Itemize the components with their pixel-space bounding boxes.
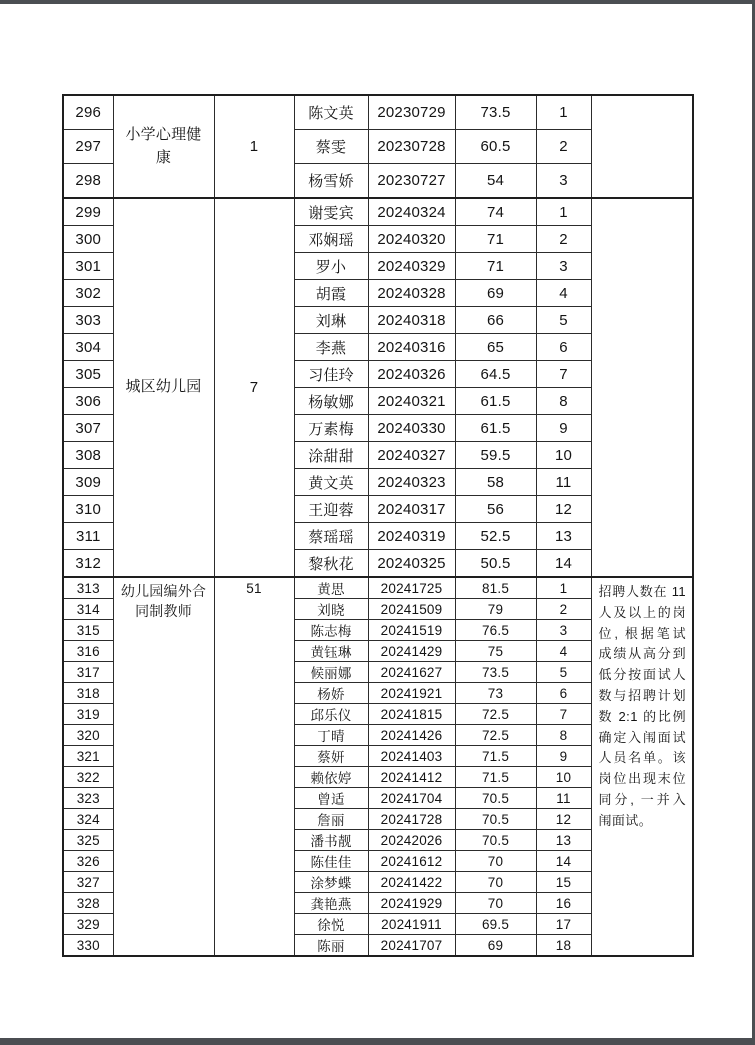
cell-row-number: 318 [63, 683, 113, 704]
cell-row-number: 312 [63, 550, 113, 578]
cell-row-number: 301 [63, 253, 113, 280]
cell-row-number: 296 [63, 95, 113, 130]
cell-rank: 5 [536, 307, 591, 334]
cell-exam-id: 20240321 [368, 388, 455, 415]
cell-written-score: 71.5 [455, 767, 536, 788]
cell-written-score: 60.5 [455, 130, 536, 164]
cell-candidate-name: 刘晓 [294, 599, 368, 620]
cell-rank: 8 [536, 725, 591, 746]
cell-row-number: 325 [63, 830, 113, 851]
cell-rank: 6 [536, 683, 591, 704]
cell-written-score: 69 [455, 280, 536, 307]
cell-row-number: 329 [63, 914, 113, 935]
cell-exam-id: 20241704 [368, 788, 455, 809]
cell-rank: 2 [536, 130, 591, 164]
cell-candidate-name: 黎秋花 [294, 550, 368, 578]
cell-exam-id: 20240324 [368, 198, 455, 226]
cell-row-number: 302 [63, 280, 113, 307]
cell-candidate-name: 蔡瑶瑶 [294, 523, 368, 550]
table-row [63, 95, 693, 130]
cell-candidate-name: 蔡雯 [294, 130, 368, 164]
cell-written-score: 79 [455, 599, 536, 620]
cell-exam-id: 20230728 [368, 130, 455, 164]
cell-candidate-name: 潘书靓 [294, 830, 368, 851]
cell-row-number: 307 [63, 415, 113, 442]
cell-rank: 12 [536, 809, 591, 830]
cell-exam-id: 20240326 [368, 361, 455, 388]
cell-exam-id: 20230729 [368, 95, 455, 130]
cell-remarks [591, 198, 693, 577]
cell-position-name: 幼儿园编外合同制教师 [113, 577, 214, 956]
cell-exam-id: 20241707 [368, 935, 455, 957]
cell-candidate-name: 黄思 [294, 577, 368, 599]
cell-rank: 4 [536, 280, 591, 307]
cell-exam-id: 20240317 [368, 496, 455, 523]
cell-candidate-name: 龚艳燕 [294, 893, 368, 914]
cell-exam-id: 20241921 [368, 683, 455, 704]
cell-written-score: 52.5 [455, 523, 536, 550]
cell-candidate-name: 黄文英 [294, 469, 368, 496]
cell-row-number: 300 [63, 226, 113, 253]
cell-exam-id: 20241519 [368, 620, 455, 641]
cell-candidate-name: 刘琳 [294, 307, 368, 334]
cell-exam-id: 20241509 [368, 599, 455, 620]
cell-exam-id: 20242026 [368, 830, 455, 851]
cell-exam-id: 20241929 [368, 893, 455, 914]
cell-row-number: 304 [63, 334, 113, 361]
cell-written-score: 61.5 [455, 388, 536, 415]
cell-rank: 9 [536, 415, 591, 442]
cell-candidate-name: 蔡妍 [294, 746, 368, 767]
cell-written-score: 58 [455, 469, 536, 496]
cell-exam-id: 20241612 [368, 851, 455, 872]
cell-row-number: 327 [63, 872, 113, 893]
cell-written-score: 56 [455, 496, 536, 523]
cell-row-number: 320 [63, 725, 113, 746]
cell-row-number: 326 [63, 851, 113, 872]
cell-exam-id: 20230727 [368, 164, 455, 199]
cell-written-score: 71.5 [455, 746, 536, 767]
cell-written-score: 50.5 [455, 550, 536, 578]
cell-rank: 12 [536, 496, 591, 523]
cell-candidate-name: 丁晴 [294, 725, 368, 746]
cell-rank: 13 [536, 523, 591, 550]
cell-candidate-name: 邱乐仪 [294, 704, 368, 725]
cell-written-score: 59.5 [455, 442, 536, 469]
cell-rank: 2 [536, 226, 591, 253]
cell-row-number: 310 [63, 496, 113, 523]
cell-candidate-name: 杨雪娇 [294, 164, 368, 199]
cell-candidate-name: 杨娇 [294, 683, 368, 704]
cell-written-score: 72.5 [455, 725, 536, 746]
cell-rank: 10 [536, 442, 591, 469]
cell-row-number: 303 [63, 307, 113, 334]
viewer-edge-bottom [0, 1038, 755, 1045]
cell-row-number: 314 [63, 599, 113, 620]
cell-candidate-name: 李燕 [294, 334, 368, 361]
cell-exam-id: 20241815 [368, 704, 455, 725]
cell-written-score: 71 [455, 226, 536, 253]
cell-rank: 15 [536, 872, 591, 893]
cell-written-score: 70.5 [455, 809, 536, 830]
cell-written-score: 69.5 [455, 914, 536, 935]
cell-exam-id: 20240330 [368, 415, 455, 442]
cell-candidate-name: 谢雯宾 [294, 198, 368, 226]
cell-written-score: 70 [455, 893, 536, 914]
cell-row-number: 317 [63, 662, 113, 683]
cell-rank: 5 [536, 662, 591, 683]
cell-candidate-name: 候丽娜 [294, 662, 368, 683]
cell-rank: 3 [536, 164, 591, 199]
cell-candidate-name: 曾适 [294, 788, 368, 809]
cell-candidate-name: 罗小 [294, 253, 368, 280]
cell-recruit-quota: 51 [214, 577, 294, 956]
cell-candidate-name: 胡霞 [294, 280, 368, 307]
cell-candidate-name: 万素梅 [294, 415, 368, 442]
cell-written-score: 73 [455, 683, 536, 704]
cell-candidate-name: 习佳玲 [294, 361, 368, 388]
cell-exam-id: 20241403 [368, 746, 455, 767]
cell-candidate-name: 黄钰琳 [294, 641, 368, 662]
cell-exam-id: 20240319 [368, 523, 455, 550]
cell-rank: 3 [536, 253, 591, 280]
cell-exam-id: 20241728 [368, 809, 455, 830]
cell-row-number: 308 [63, 442, 113, 469]
cell-candidate-name: 赖依婷 [294, 767, 368, 788]
table-row [63, 198, 693, 226]
cell-written-score: 69 [455, 935, 536, 957]
cell-candidate-name: 陈志梅 [294, 620, 368, 641]
cell-exam-id: 20241426 [368, 725, 455, 746]
cell-rank: 1 [536, 577, 591, 599]
cell-candidate-name: 涂甜甜 [294, 442, 368, 469]
cell-row-number: 298 [63, 164, 113, 199]
cell-row-number: 313 [63, 577, 113, 599]
cell-exam-id: 20240328 [368, 280, 455, 307]
cell-candidate-name: 杨敏娜 [294, 388, 368, 415]
cell-row-number: 319 [63, 704, 113, 725]
cell-rank: 6 [536, 334, 591, 361]
cell-rank: 14 [536, 550, 591, 578]
cell-row-number: 328 [63, 893, 113, 914]
cell-rank: 7 [536, 704, 591, 725]
cell-rank: 18 [536, 935, 591, 957]
cell-row-number: 315 [63, 620, 113, 641]
cell-written-score: 73.5 [455, 662, 536, 683]
cell-row-number: 330 [63, 935, 113, 957]
cell-exam-id: 20241422 [368, 872, 455, 893]
cell-written-score: 54 [455, 164, 536, 199]
cell-written-score: 70 [455, 851, 536, 872]
cell-row-number: 309 [63, 469, 113, 496]
cell-exam-id: 20240320 [368, 226, 455, 253]
cell-written-score: 73.5 [455, 95, 536, 130]
cell-exam-id: 20241911 [368, 914, 455, 935]
cell-recruit-quota: 1 [214, 95, 294, 198]
exam-results-table-body [63, 95, 693, 956]
cell-written-score: 70 [455, 872, 536, 893]
cell-rank: 4 [536, 641, 591, 662]
cell-remarks [591, 95, 693, 198]
cell-position-name: 城区幼儿园 [113, 198, 214, 577]
cell-rank: 8 [536, 388, 591, 415]
cell-rank: 14 [536, 851, 591, 872]
cell-candidate-name: 陈文英 [294, 95, 368, 130]
cell-row-number: 321 [63, 746, 113, 767]
cell-written-score: 64.5 [455, 361, 536, 388]
cell-candidate-name: 王迎蓉 [294, 496, 368, 523]
cell-rank: 2 [536, 599, 591, 620]
cell-written-score: 72.5 [455, 704, 536, 725]
cell-candidate-name: 邓娴瑶 [294, 226, 368, 253]
cell-row-number: 324 [63, 809, 113, 830]
cell-candidate-name: 徐悦 [294, 914, 368, 935]
cell-written-score: 66 [455, 307, 536, 334]
document-page [0, 4, 752, 1038]
cell-rank: 11 [536, 788, 591, 809]
cell-candidate-name: 涂梦蝶 [294, 872, 368, 893]
cell-position-name: 小学心理健康 [113, 95, 214, 198]
cell-row-number: 299 [63, 198, 113, 226]
cell-exam-id: 20240316 [368, 334, 455, 361]
cell-written-score: 76.5 [455, 620, 536, 641]
cell-rank: 1 [536, 95, 591, 130]
cell-exam-id: 20241725 [368, 577, 455, 599]
cell-candidate-name: 詹丽 [294, 809, 368, 830]
cell-exam-id: 20240327 [368, 442, 455, 469]
cell-rank: 10 [536, 767, 591, 788]
cell-exam-id: 20241412 [368, 767, 455, 788]
cell-written-score: 81.5 [455, 577, 536, 599]
cell-written-score: 61.5 [455, 415, 536, 442]
cell-row-number: 305 [63, 361, 113, 388]
cell-written-score: 71 [455, 253, 536, 280]
cell-remarks: 招聘人数在 11 人及以上的岗位, 根据笔试成绩从高分到低分按面试人数与招聘计划数 2:1 的比例确定入闱面试人员名单。该岗位出现末位同分, 一并入闱面试。 [591, 577, 693, 956]
cell-row-number: 323 [63, 788, 113, 809]
cell-rank: 17 [536, 914, 591, 935]
cell-rank: 7 [536, 361, 591, 388]
cell-written-score: 74 [455, 198, 536, 226]
cell-exam-id: 20240325 [368, 550, 455, 578]
cell-row-number: 311 [63, 523, 113, 550]
cell-candidate-name: 陈佳佳 [294, 851, 368, 872]
viewer-edge-top [0, 0, 755, 4]
cell-exam-id: 20240329 [368, 253, 455, 280]
table-row [63, 577, 693, 599]
cell-written-score: 75 [455, 641, 536, 662]
cell-exam-id: 20241627 [368, 662, 455, 683]
cell-written-score: 70.5 [455, 788, 536, 809]
cell-exam-id: 20240318 [368, 307, 455, 334]
cell-exam-id: 20240323 [368, 469, 455, 496]
cell-rank: 1 [536, 198, 591, 226]
cell-row-number: 306 [63, 388, 113, 415]
cell-row-number: 322 [63, 767, 113, 788]
cell-written-score: 65 [455, 334, 536, 361]
cell-exam-id: 20241429 [368, 641, 455, 662]
exam-results-table [62, 94, 694, 957]
cell-rank: 13 [536, 830, 591, 851]
cell-recruit-quota: 7 [214, 198, 294, 577]
cell-row-number: 297 [63, 130, 113, 164]
cell-rank: 16 [536, 893, 591, 914]
cell-rank: 9 [536, 746, 591, 767]
cell-candidate-name: 陈丽 [294, 935, 368, 957]
cell-rank: 11 [536, 469, 591, 496]
cell-written-score: 70.5 [455, 830, 536, 851]
cell-rank: 3 [536, 620, 591, 641]
cell-row-number: 316 [63, 641, 113, 662]
